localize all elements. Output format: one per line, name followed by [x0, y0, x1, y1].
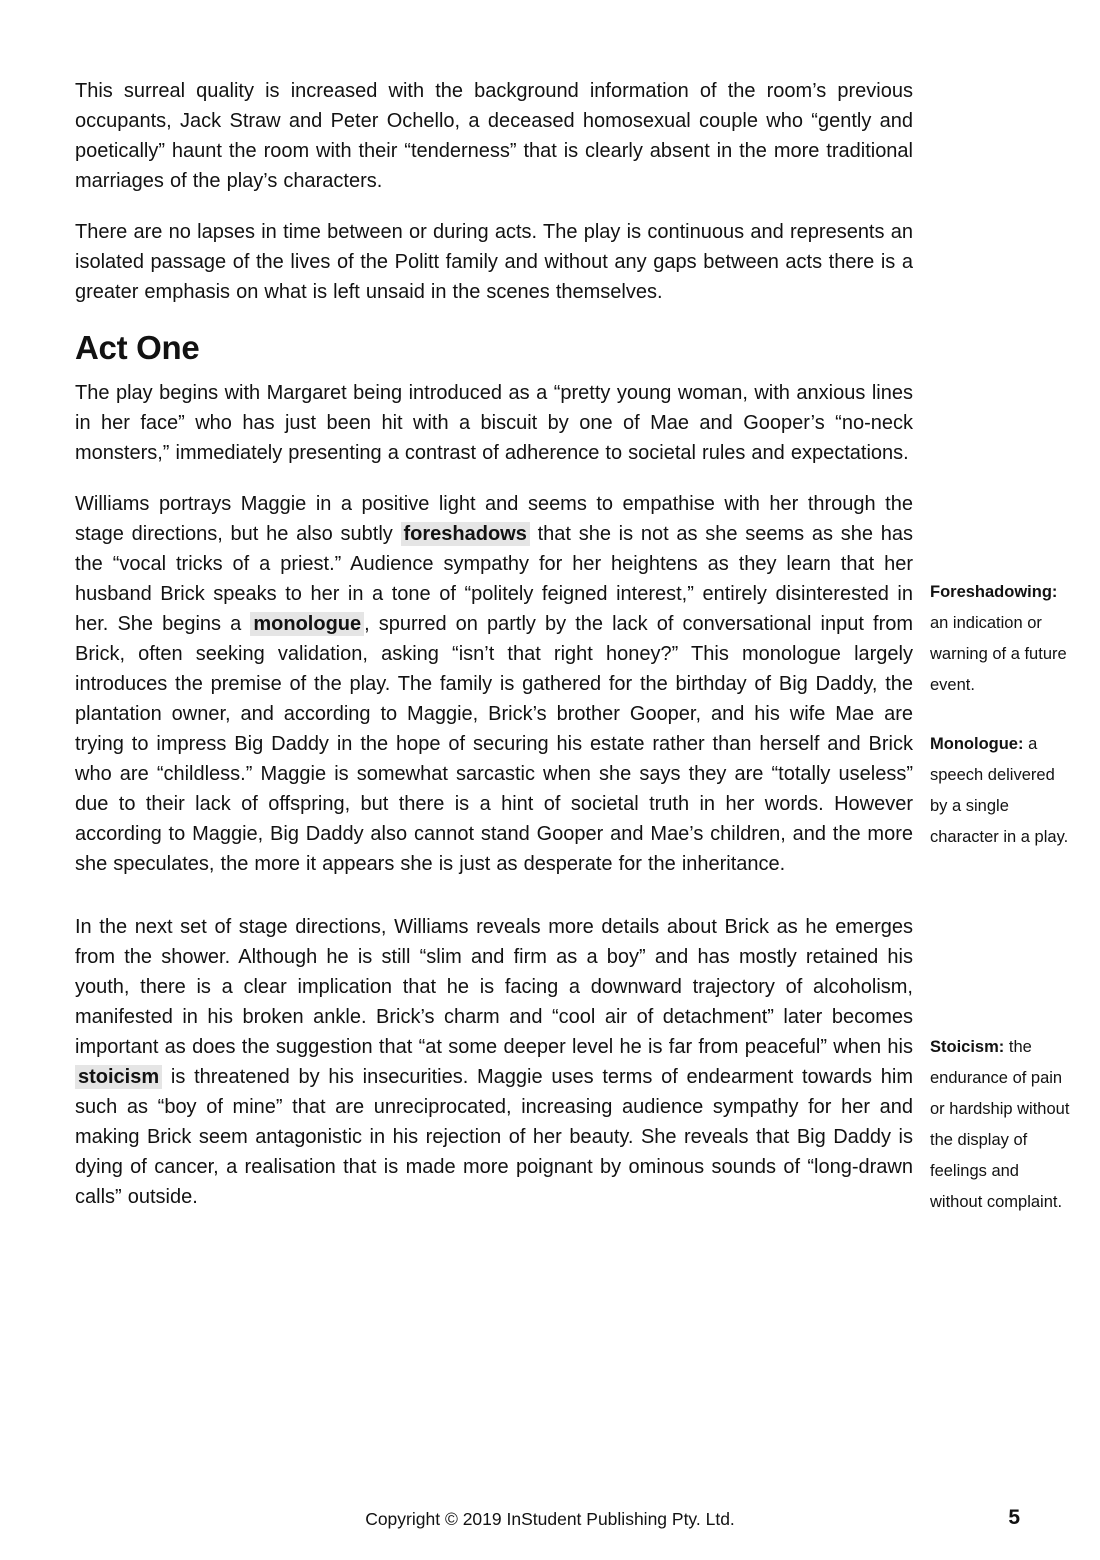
copyright-text: Copyright © 2019 InStudent Publishing Pty. Ltd.: [365, 1509, 735, 1529]
text-run: , spurred on partly by the lack of conversational input from Brick, often seeking validation, asking “isn’t that right honey?” This monologue largely introduces the premise of the play. The family is gathered for the birthday of Big Daddy, the plantation owner, and according to Maggie, Brick’s brother Gooper, and his wife Mae are trying to impress Big Daddy in the hope of securing his estate rather than herself and Brick who are “childless.” Maggie is somewhat sarcastic when she says they are “totally useless” due to their lack of offspring, but there is a hint of societal truth in her words. However according to Maggie, Big Daddy also cannot stand Gooper and Mae’s children, and the more she speculates, the more it appears she is just as desperate for the inheritance.: [75, 613, 914, 875]
highlighted-term: monologue: [250, 612, 364, 636]
text-run: that she is not as she seems as she has the “vocal tricks of a priest.” Audience sympathy for her heightens as they learn that her husband Brick speaks to her in a tone of “politely feigned interest,” entirely disinterested in her. She begins a: [75, 523, 913, 635]
text-run: This surreal quality is increased with the background information of the room’s previous occupants, Jack Straw and Peter Ochello, a deceased homosexual couple who “gently and poetically” haunt the room with their “tenderness” that is clearly absent in the more traditional marriages of the play’s characters.: [75, 80, 913, 192]
page-number: 5: [1008, 1506, 1020, 1529]
paragraph-williams-portrays-maggie: [75, 489, 913, 879]
paragraph-surreal-quality: [75, 76, 913, 196]
section-heading-act-one: Act One: [75, 329, 200, 366]
highlighted-term: stoicism: [75, 1065, 162, 1089]
text-run: is threatened by his insecurities. Maggie uses terms of endearment towards him such as “boy of mine” that are unreciprocated, increasing audience sympathy for her and making Brick seem antagonistic in his rejection of her beauty. She reveals that Big Daddy is dying of cancer, a realisation that is made more poignant by ominous sounds of “long-drawn calls” outside.: [75, 1066, 913, 1208]
paragraph-no-lapses: [75, 217, 913, 307]
text-run: There are no lapses in time between or during acts. The play is continuous and represents an isolated passage of the lives of the Politt family and without any gaps between acts there is a greater emphasis on what is left unsaid in the scenes themselves.: [75, 221, 913, 303]
margin-note-stoicism: [930, 1032, 1075, 1218]
text-run: Williams portrays Maggie in a positive light and seems to empathise with her through the stage directions, but he also subtly: [75, 493, 913, 545]
margin-note-term: Monologue:: [930, 735, 1024, 753]
margin-note-foreshadowing: [930, 577, 1075, 701]
margin-note-definition: a speech delivered by a single character in a play.: [930, 735, 1069, 846]
margin-note-term: Foreshadowing:: [930, 583, 1058, 601]
margin-note-term: Stoicism:: [930, 1038, 1005, 1056]
margin-note-definition: an indication or warning of a future event.: [930, 614, 1067, 694]
text-run: In the next set of stage directions, Williams reveals more details about Brick as he emerges from the shower. Although he is still “slim and firm as a boy” and has mostly retained his youth, there is a clear implication that he is facing a downward trajectory of alcoholism, manifested in his broken ankle. Brick’s charm and “cool air of detachment” later becomes important as does the suggestion that “at some deeper level he is far from peaceful” when his: [75, 916, 913, 1058]
body-text-column: [75, 76, 913, 1233]
paragraph-stage-directions-brick: [75, 912, 913, 1212]
paragraph-play-begins: [75, 378, 913, 468]
highlighted-term: foreshadows: [401, 522, 530, 546]
text-run: The play begins with Margaret being introduced as a “pretty young woman, with anxious lines in her face” who has just been hit with a biscuit by one of Mae and Gooper’s “no-neck monsters,” immediately presenting a contrast of adherence to societal rules and expectations.: [75, 382, 913, 464]
margin-note-definition: the endurance of pain or hardship without the display of feelings and without complaint.: [930, 1038, 1070, 1211]
margin-note-monologue: [930, 729, 1075, 853]
